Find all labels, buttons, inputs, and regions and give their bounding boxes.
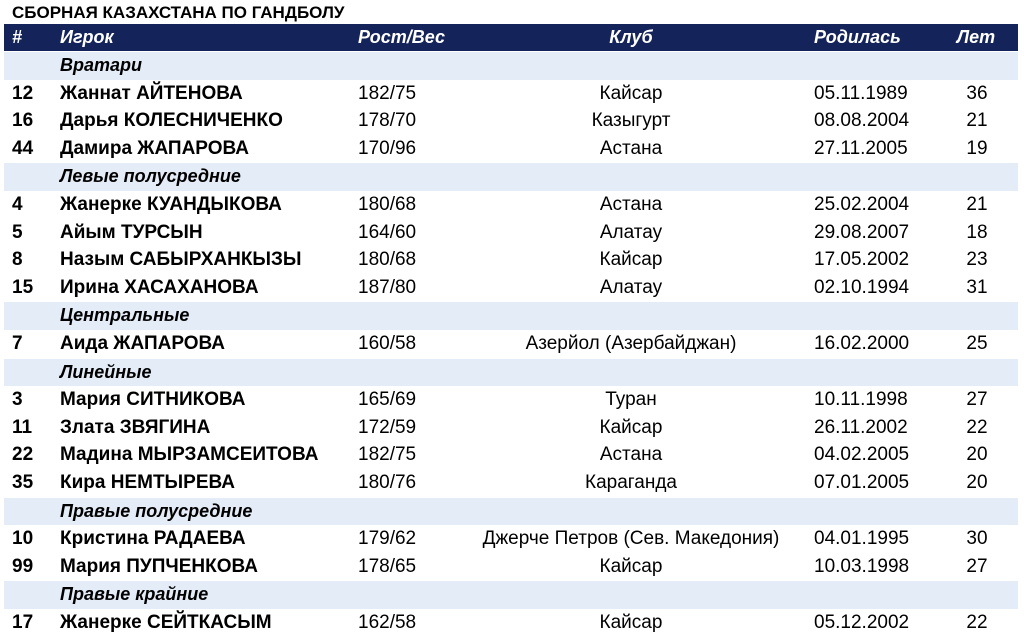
player-birthdate: 10.03.1998 [814,555,910,577]
player-birthdate: 02.10.1994 [814,276,910,298]
player-birthdate: 25.02.2004 [814,193,910,215]
player-number: 35 [12,471,34,493]
table-row [4,330,1018,358]
player-height-weight: 164/60 [358,221,417,243]
player-name: Дарья КОЛЕСНИЧЕНКО [60,110,283,132]
player-number: 99 [12,555,34,577]
player-name: Жаннат АЙТЕНОВА [60,82,243,104]
player-number: 3 [12,389,23,411]
player-club: Астана [599,444,663,466]
player-name: Айым ТУРСЫН [60,221,203,243]
player-club: Казыгурт [591,110,671,132]
player-height-weight: 182/75 [358,444,417,466]
player-number: 8 [12,249,23,271]
player-name: Жанерке СЕЙТКАСЫМ [60,611,272,633]
player-height-weight: 172/59 [358,416,417,438]
player-number: 44 [12,137,34,159]
player-age: 22 [966,416,988,438]
player-number: 10 [12,528,34,550]
player-birthdate: 04.01.1995 [814,528,910,550]
player-birthdate: 04.02.2005 [814,444,910,466]
player-height-weight: 180/68 [358,193,417,215]
player-age: 25 [966,332,988,354]
header-height-weight: Рост/Вес [358,27,446,47]
table-row [4,135,1018,163]
player-number: 22 [12,444,34,466]
player-height-weight: 178/70 [358,110,417,132]
player-age: 27 [966,555,988,577]
player-club: Туран [605,389,657,411]
player-birthdate: 07.01.2005 [814,471,910,493]
player-birthdate: 05.12.2002 [814,611,910,633]
player-number: 17 [12,611,34,633]
table-row [4,386,1018,414]
player-height-weight: 182/75 [358,82,417,104]
position-group-row [4,162,1018,191]
player-birthdate: 29.08.2007 [814,221,910,243]
table-row [4,525,1018,553]
position-group-label: Вратари [60,55,143,75]
player-height-weight: 165/69 [358,389,417,411]
player-height-weight: 187/80 [358,276,417,298]
player-name: Мария СИТНИКОВА [60,389,246,411]
player-birthdate: 08.08.2004 [814,110,910,132]
player-club: Кайсар [599,249,663,271]
header-player: Игрок [60,27,114,47]
player-height-weight: 160/58 [358,332,417,354]
player-name: Дамира ЖАПАРОВА [60,137,250,159]
player-name: Кристина РАДАЕВА [60,528,246,550]
player-age: 21 [966,110,988,132]
page-title: СБОРНАЯ КАЗАХСТАНА ПО ГАНДБОЛУ [12,3,345,22]
table-row [4,246,1018,274]
table-row [4,469,1018,497]
player-birthdate: 16.02.2000 [814,332,910,354]
roster-table [4,24,1018,636]
player-club: Алатау [599,221,663,243]
player-club: Кайсар [599,416,663,438]
player-age: 27 [966,389,988,411]
player-number: 16 [12,110,34,132]
table-body [4,51,1018,636]
position-group-row [4,497,1018,526]
player-number: 12 [12,82,34,104]
player-birthdate: 10.11.1998 [814,389,908,411]
player-name: Аида ЖАПАРОВА [60,332,226,354]
player-number: 7 [12,332,23,354]
position-group-label: Центральные [60,305,190,326]
position-group-label: Правые крайние [60,584,209,605]
position-group-row [4,358,1018,387]
table-row [4,609,1018,637]
player-age: 22 [966,611,988,633]
table-row [4,441,1018,469]
player-club: Кайсар [599,82,663,104]
player-age: 30 [966,528,988,550]
player-club: Джерче Петров (Сев. Македония) [482,528,780,550]
player-club: Кайсар [599,611,663,633]
table-row [4,107,1018,135]
player-age: 20 [966,444,988,466]
position-group-row [4,580,1018,609]
table-row [4,80,1018,108]
player-name: Мария ПУПЧЕНКОВА [60,555,259,577]
player-age: 31 [966,276,988,298]
player-name: Мадина МЫРЗАМСЕИТОВА [60,444,319,466]
table-row [4,414,1018,442]
player-height-weight: 178/65 [358,555,417,577]
player-height-weight: 180/68 [358,249,417,271]
player-club: Алатау [599,276,663,298]
player-club: Кайсар [599,555,663,577]
player-age: 18 [966,221,988,243]
player-age: 20 [966,471,988,493]
player-number: 15 [12,276,34,298]
position-group-row [4,51,1018,80]
player-birthdate: 27.11.2005 [814,137,908,159]
position-group-label: Линейные [60,361,152,382]
table-header [4,24,1018,51]
position-group-label: Левые полусредние [60,166,241,187]
player-name: Назым САБЫРХАНКЫЗЫ [60,249,302,271]
player-number: 11 [12,416,33,438]
player-birthdate: 17.05.2002 [814,249,910,271]
player-height-weight: 170/96 [358,137,417,159]
player-age: 36 [966,82,988,104]
player-number: 4 [12,193,23,215]
player-birthdate: 05.11.1989 [814,82,908,104]
table-row [4,274,1018,302]
player-number: 5 [12,221,23,243]
player-height-weight: 180/76 [358,471,417,493]
player-club: Астана [599,193,663,215]
table-row [4,219,1018,247]
player-height-weight: 179/62 [358,528,417,550]
header-num: # [12,27,23,47]
player-age: 23 [966,249,988,271]
table-row [4,191,1018,219]
player-club: Караганда [585,471,677,493]
player-birthdate: 26.11.2002 [814,416,908,438]
position-group-row [4,301,1018,330]
player-name: Кира НЕМТЫРЕВА [60,471,235,493]
table-row [4,553,1018,581]
player-age: 19 [966,137,988,159]
player-age: 21 [966,193,988,215]
position-group-label: Правые полусредние [60,500,253,521]
player-club: Астана [599,137,663,159]
player-name: Жанерке КУАНДЫКОВА [60,193,282,215]
header-birthdate: Родилась [814,27,901,47]
player-height-weight: 162/58 [358,611,417,633]
header-age: Лет [956,27,996,47]
player-club: Азерйол (Азербайджан) [525,332,737,354]
header-club: Клуб [609,27,653,47]
player-name: Злата ЗВЯГИНА [60,416,211,438]
player-name: Ирина ХАСАХАНОВА [60,276,259,298]
